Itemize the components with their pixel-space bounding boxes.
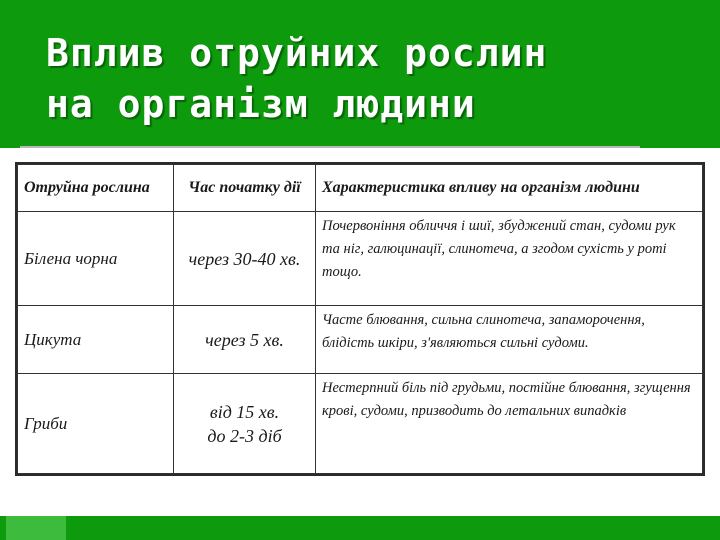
header-onset-time: Час початку дії [174, 165, 316, 212]
table-row [18, 212, 703, 306]
title-line-1: Вплив отруйних рослин [46, 31, 548, 75]
table-row [18, 306, 703, 374]
title-divider [20, 146, 640, 148]
plant-name: Цикута [18, 306, 174, 374]
effect-description: Нестерпний біль під грудьми, постійне блювання, згущення крові, судоми, призводить до летальних випадків [316, 374, 703, 474]
header-effect: Характеристика впливу на організм людини [316, 165, 703, 212]
onset-time: через 30-40 хв. [174, 212, 316, 306]
header-plant: Отруйна рослина [18, 165, 174, 212]
onset-time: через 5 хв. [174, 306, 316, 374]
plant-name: Гриби [18, 374, 174, 474]
footer-accent-block [6, 516, 66, 540]
title-line-2: на організм людини [46, 82, 476, 126]
footer-bar [0, 516, 720, 540]
onset-time-from: від 15 хв. [209, 401, 280, 422]
page-title [46, 28, 686, 130]
effect-description: Часте блювання, сильна слинотеча, запаморочення, блідість шкіри, з'являються сильні судоми. [316, 306, 703, 374]
effect-description: Почервоніння обличчя і шиї, збуджений стан, судоми рук та ніг, галюцинації, слинотеча, а згодом сухість у роті тощо. [316, 212, 703, 306]
onset-time-to: до 2-3 діб [207, 425, 282, 446]
poison-plants-table [15, 162, 705, 476]
table-header-row [18, 165, 703, 212]
onset-time [174, 374, 316, 474]
plant-name: Білена чорна [18, 212, 174, 306]
table-row [18, 374, 703, 474]
